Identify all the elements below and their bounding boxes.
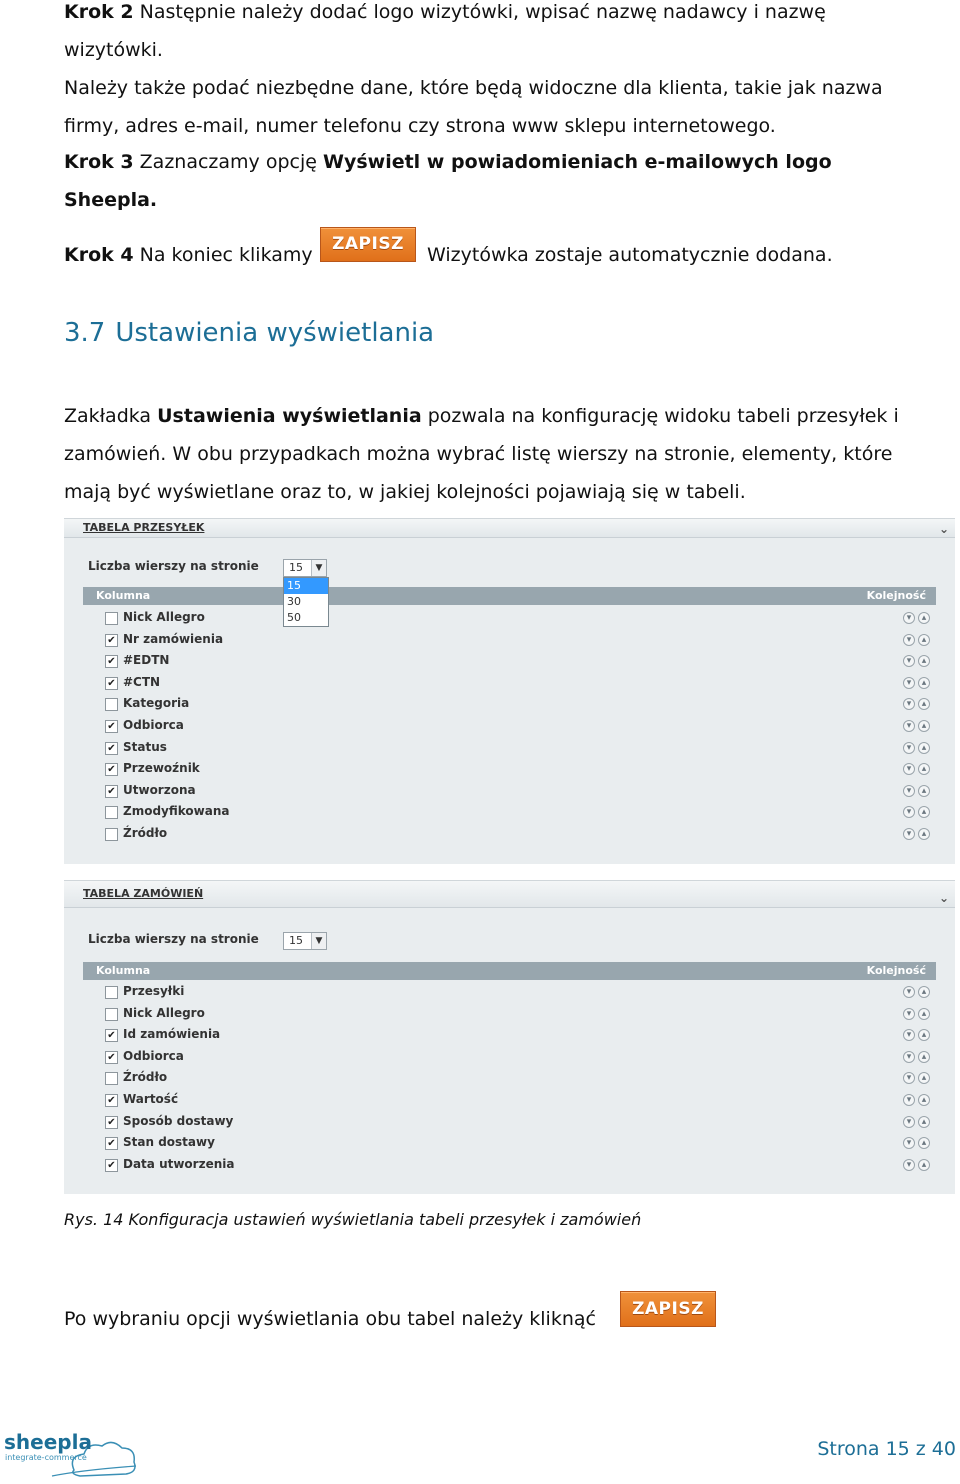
orders-panel-header[interactable] — [64, 881, 955, 908]
column-label: Stan dostawy — [123, 1135, 215, 1150]
columns-header — [83, 587, 936, 605]
column-label: Przesyłki — [123, 984, 185, 998]
move-down-icon[interactable]: ▾ — [903, 986, 915, 998]
column-checkbox[interactable] — [105, 1072, 118, 1085]
rows-per-page-value: 15 — [289, 561, 303, 574]
order-controls — [900, 612, 930, 624]
column-checkbox[interactable] — [105, 806, 118, 819]
column-checkbox[interactable]: ✔ — [105, 1051, 118, 1064]
move-up-icon[interactable]: ▴ — [918, 1051, 930, 1063]
column-checkbox[interactable] — [105, 612, 118, 625]
step2-text-line2: Należy także podać niezbędne dane, które będą widoczne dla klienta, takie jak nazwa — [64, 77, 883, 99]
move-up-icon[interactable]: ▴ — [918, 785, 930, 797]
column-row — [83, 673, 936, 694]
column-checkbox[interactable] — [105, 698, 118, 711]
column-label: #EDTN — [123, 653, 170, 668]
move-down-icon[interactable]: ▾ — [903, 785, 915, 797]
order-controls — [900, 742, 930, 754]
order-controls — [900, 1051, 930, 1063]
move-down-icon[interactable]: ▾ — [903, 763, 915, 775]
intro-line1: pozwala na konfigurację widoku tabeli przesyłek i — [421, 405, 899, 427]
order-controls — [900, 1072, 930, 1084]
column-row — [83, 1047, 936, 1068]
orders-panel-title: TABELA ZAMÓWIEŃ — [83, 887, 204, 900]
column-label: Nick Allegro — [123, 610, 205, 624]
move-up-icon[interactable]: ▴ — [918, 1094, 930, 1106]
order-controls — [900, 763, 930, 775]
move-down-icon[interactable]: ▾ — [903, 720, 915, 732]
column-row — [83, 608, 936, 629]
move-up-icon[interactable]: ▴ — [918, 612, 930, 624]
order-controls — [900, 655, 930, 667]
intro-paragraph — [64, 397, 930, 511]
step3-paragraph — [64, 143, 930, 219]
shipments-panel-title: TABELA PRZESYŁEK — [83, 521, 205, 534]
move-down-icon[interactable]: ▾ — [903, 1051, 915, 1063]
column-label: Odbiorca — [123, 1048, 184, 1063]
column-row — [83, 1090, 936, 1111]
move-up-icon[interactable]: ▴ — [918, 1159, 930, 1171]
column-label: Zmodyfikowana — [123, 804, 230, 819]
section-heading — [64, 318, 434, 348]
column-row — [83, 1068, 936, 1089]
chevron-down-icon[interactable]: ⌄ — [938, 891, 949, 905]
column-header-label: Kolumna — [96, 964, 151, 977]
move-up-icon[interactable]: ▴ — [918, 1072, 930, 1084]
column-checkbox[interactable]: ✔ — [105, 742, 118, 755]
shipments-settings-panel — [64, 518, 955, 864]
save-button-final[interactable]: ZAPISZ — [620, 1291, 716, 1327]
rows-per-page-value: 15 — [289, 934, 303, 947]
move-down-icon[interactable]: ▾ — [903, 828, 915, 840]
column-checkbox[interactable]: ✔ — [105, 720, 118, 733]
column-label: Status — [123, 739, 167, 754]
move-down-icon[interactable]: ▾ — [903, 806, 915, 818]
move-up-icon[interactable]: ▴ — [918, 634, 930, 646]
column-checkbox[interactable]: ✔ — [105, 1029, 118, 1042]
step3-text: Zaznaczamy opcję — [133, 151, 323, 173]
column-row — [83, 630, 936, 651]
chevron-down-icon[interactable]: ▼ — [311, 933, 326, 949]
column-checkbox[interactable] — [105, 986, 118, 999]
move-up-icon[interactable]: ▴ — [918, 986, 930, 998]
column-row — [83, 1025, 936, 1046]
order-header-label: Kolejność — [866, 589, 926, 602]
orders-settings-panel — [64, 880, 955, 1194]
dropdown-option[interactable]: 50 — [287, 611, 301, 624]
column-row — [83, 651, 936, 672]
move-down-icon[interactable]: ▾ — [903, 1094, 915, 1106]
column-label: Data utworzenia — [123, 1156, 235, 1171]
column-checkbox[interactable]: ✔ — [105, 1094, 118, 1107]
order-controls — [900, 828, 930, 840]
order-controls — [900, 1029, 930, 1041]
move-up-icon[interactable]: ▴ — [918, 1116, 930, 1128]
column-row — [83, 1112, 936, 1133]
move-up-icon[interactable]: ▴ — [918, 828, 930, 840]
column-label: Odbiorca — [123, 718, 184, 732]
order-controls — [900, 785, 930, 797]
column-row — [83, 802, 936, 823]
step4-paragraph — [64, 236, 313, 274]
step3-label: Krok 3 — [64, 151, 134, 173]
column-row — [83, 716, 936, 737]
order-controls — [900, 1137, 930, 1149]
order-controls — [900, 1159, 930, 1171]
move-down-icon[interactable]: ▾ — [903, 742, 915, 754]
move-up-icon[interactable]: ▴ — [918, 763, 930, 775]
column-label: #CTN — [123, 674, 161, 689]
column-checkbox[interactable]: ✔ — [105, 763, 118, 776]
move-up-icon[interactable]: ▴ — [918, 1008, 930, 1020]
column-label: Utworzona — [123, 782, 196, 797]
columns-header — [83, 962, 936, 980]
shipments-panel-header[interactable] — [64, 519, 955, 538]
order-controls — [900, 1008, 930, 1020]
step4-text: Na koniec klikamy — [133, 244, 313, 266]
move-down-icon[interactable]: ▾ — [903, 655, 915, 667]
move-up-icon[interactable]: ▴ — [918, 698, 930, 710]
move-up-icon[interactable]: ▴ — [918, 806, 930, 818]
section-title: Ustawienia wyświetlania — [115, 318, 435, 348]
move-up-icon[interactable]: ▴ — [918, 742, 930, 754]
move-up-icon[interactable]: ▴ — [918, 720, 930, 732]
column-label: Kategoria — [123, 696, 190, 711]
step4-after: Wizytówka zostaje automatycznie dodana. — [427, 244, 833, 266]
order-controls — [900, 806, 930, 818]
column-row — [83, 759, 936, 780]
column-checkbox[interactable]: ✔ — [105, 1116, 118, 1129]
section-number: 3.7 — [64, 318, 106, 348]
column-label: Id zamówienia — [123, 1027, 221, 1042]
column-label: Źródło — [123, 1070, 168, 1085]
order-controls — [900, 698, 930, 710]
column-label: Nr zamówienia — [123, 631, 224, 646]
column-label: Przewoźnik — [123, 761, 200, 776]
move-down-icon[interactable]: ▾ — [903, 1072, 915, 1084]
column-row — [83, 1004, 936, 1025]
step2-text-line3: firmy, adres e-mail, numer telefonu czy strona www sklepu internetowego. — [64, 115, 776, 137]
move-down-icon[interactable]: ▾ — [903, 1116, 915, 1128]
column-checkbox[interactable]: ✔ — [105, 1159, 118, 1172]
column-checkbox[interactable] — [105, 828, 118, 841]
step4-label: Krok 4 — [64, 244, 134, 266]
rows-per-page-label: Liczba wierszy na stronie — [88, 559, 259, 573]
column-row — [83, 1155, 936, 1176]
column-label: Sposób dostawy — [123, 1113, 234, 1128]
order-controls — [900, 1116, 930, 1128]
logo-subtitle: integrate-commerce — [5, 1453, 87, 1462]
column-checkbox[interactable]: ✔ — [105, 655, 118, 668]
rows-per-page-select[interactable] — [283, 559, 327, 577]
move-down-icon[interactable]: ▾ — [903, 1008, 915, 1020]
column-row — [83, 694, 936, 715]
move-down-icon[interactable]: ▾ — [903, 1159, 915, 1171]
move-down-icon[interactable]: ▾ — [903, 698, 915, 710]
column-checkbox[interactable]: ✔ — [105, 785, 118, 798]
dropdown-option[interactable]: 15 — [284, 578, 328, 594]
column-checkbox[interactable]: ✔ — [105, 677, 118, 690]
move-up-icon[interactable]: ▴ — [918, 1029, 930, 1041]
column-row — [83, 1133, 936, 1154]
intro-line3: mają być wyświetlane oraz to, w jakiej kolejności pojawiają się w tabeli. — [64, 481, 746, 503]
move-up-icon[interactable]: ▴ — [918, 655, 930, 667]
column-label: Źródło — [123, 826, 168, 840]
logo-text: sheepla — [4, 1430, 92, 1454]
order-controls — [900, 720, 930, 732]
move-up-icon[interactable]: ▴ — [918, 1137, 930, 1149]
move-down-icon[interactable]: ▾ — [903, 612, 915, 624]
column-row — [83, 781, 936, 802]
column-label: Nick Allegro — [123, 1005, 205, 1020]
order-header-label: Kolejność — [866, 964, 926, 977]
column-header-label: Kolumna — [96, 589, 151, 602]
column-row — [83, 824, 936, 845]
sheepla-logo — [4, 1432, 139, 1480]
step2-label: Krok 2 — [64, 1, 134, 23]
dropdown-option[interactable]: 30 — [287, 595, 301, 608]
column-checkbox[interactable] — [105, 1008, 118, 1021]
rows-per-page-select[interactable] — [283, 932, 327, 950]
move-up-icon[interactable]: ▴ — [918, 677, 930, 689]
intro-pre: Zakładka — [64, 405, 158, 427]
figure-caption: Rys. 14 Konfiguracja ustawień wyświetlania tabeli przesyłek i zamówień — [64, 1210, 642, 1229]
step2-paragraph — [64, 0, 930, 145]
step3-option: Wyświetl w powiadomieniach e-mailowych logo Sheepla. — [64, 151, 832, 211]
column-row — [83, 982, 936, 1003]
page-number: Strona 15 z 40 — [817, 1438, 956, 1460]
order-controls — [900, 634, 930, 646]
move-down-icon[interactable]: ▾ — [903, 1029, 915, 1041]
order-controls — [900, 1094, 930, 1106]
move-down-icon[interactable]: ▾ — [903, 634, 915, 646]
column-row — [83, 738, 936, 759]
rows-per-page-label: Liczba wierszy na stronie — [88, 932, 259, 946]
intro-line2: zamówień. W obu przypadkach można wybrać listę wierszy na stronie, elementy, które — [64, 443, 893, 465]
move-down-icon[interactable]: ▾ — [903, 677, 915, 689]
move-down-icon[interactable]: ▾ — [903, 1137, 915, 1149]
step2-text: Następnie należy dodać logo wizytówki, wpisać nazwę nadawcy i nazwę wizytówki. — [64, 1, 826, 61]
rows-per-page-dropdown — [283, 577, 329, 627]
intro-bold: Ustawienia wyświetlania — [157, 405, 422, 427]
column-checkbox[interactable]: ✔ — [105, 634, 118, 647]
final-paragraph: Po wybraniu opcji wyświetlania obu tabel należy kliknąć — [64, 1308, 596, 1330]
order-controls — [900, 677, 930, 689]
column-label: Wartość — [123, 1092, 179, 1106]
chevron-down-icon[interactable]: ⌄ — [938, 522, 949, 536]
column-checkbox[interactable]: ✔ — [105, 1137, 118, 1150]
chevron-down-icon[interactable]: ▼ — [311, 560, 326, 576]
order-controls — [900, 986, 930, 998]
save-button-inline[interactable]: ZAPISZ — [320, 227, 416, 262]
